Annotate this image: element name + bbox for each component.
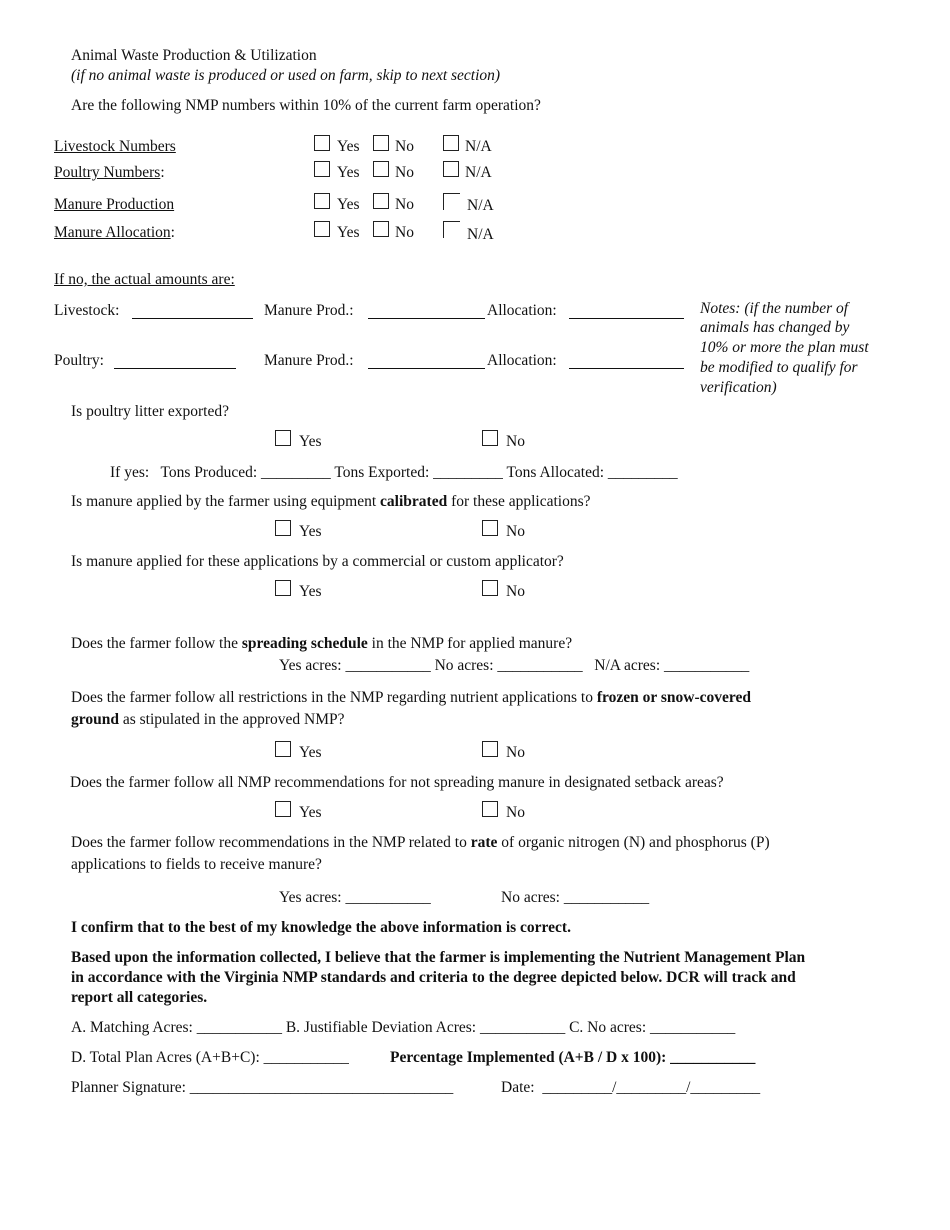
confirm-statement: I confirm that to the best of my knowledge the above information is correct. bbox=[71, 919, 571, 936]
poultry-actual-field[interactable] bbox=[114, 368, 236, 369]
frozen-yes-checkbox[interactable] bbox=[275, 741, 291, 757]
manure-prod-no-checkbox[interactable] bbox=[373, 193, 389, 209]
allocation-actual-label: Allocation: bbox=[487, 302, 557, 319]
livestock-actual-label: Livestock: bbox=[54, 302, 120, 319]
livestock-numbers-label: Livestock Numbers bbox=[54, 138, 176, 155]
manure-alloc-yes-checkbox[interactable] bbox=[314, 221, 330, 237]
no-label: No bbox=[395, 196, 414, 213]
frozen-question-line2: ground as stipulated in the approved NMP? bbox=[71, 711, 345, 728]
no-label: No bbox=[506, 804, 525, 821]
yes-label: Yes bbox=[337, 196, 360, 213]
notes-block: Notes: (if the number of animals has changed by 10% or more the plan must be modified to qualify for verification) bbox=[700, 300, 869, 396]
manure-prod-yes-checkbox[interactable] bbox=[314, 193, 330, 209]
spreading-acres-fields[interactable]: Yes acres: ___________ No acres: ___________ N/A acres: ___________ bbox=[279, 657, 750, 674]
livestock-no-checkbox[interactable] bbox=[373, 135, 389, 151]
rate-no-acres-field[interactable]: No acres: ___________ bbox=[501, 889, 650, 906]
poultry-numbers-label: Poultry Numbers: bbox=[54, 164, 165, 181]
na-label: N/A bbox=[467, 226, 494, 243]
yes-label: Yes bbox=[299, 583, 322, 600]
planner-signature-field[interactable]: Planner Signature: __________________________________ bbox=[71, 1079, 454, 1096]
manure-alloc-na-checkbox[interactable] bbox=[443, 221, 460, 238]
commercial-question: Is manure applied for these applications by a commercial or custom applicator? bbox=[71, 553, 564, 570]
spreading-question: Does the farmer follow the spreading schedule in the NMP for applied manure? bbox=[71, 635, 573, 652]
setback-no-checkbox[interactable] bbox=[482, 801, 498, 817]
yes-label: Yes bbox=[337, 224, 360, 241]
manure-allocation-label: Manure Allocation: bbox=[54, 224, 175, 241]
commercial-no-checkbox[interactable] bbox=[482, 580, 498, 596]
litter-no-checkbox[interactable] bbox=[482, 430, 498, 446]
based-statement-line2: in accordance with the Virginia NMP standards and criteria to the degree depicted below. DCR will track and bbox=[71, 969, 796, 986]
no-label: No bbox=[506, 433, 525, 450]
calibrated-question: Is manure applied by the farmer using equipment calibrated for these applications? bbox=[71, 493, 591, 510]
manure-prod-actual-label: Manure Prod.: bbox=[264, 352, 354, 369]
section-subtitle: (if no animal waste is produced or used on farm, skip to next section) bbox=[71, 67, 501, 84]
tons-fields[interactable]: If yes: Tons Produced: _________ Tons Exported: _________ Tons Allocated: _________ bbox=[110, 464, 678, 481]
manure-prod-na-checkbox[interactable] bbox=[443, 193, 460, 210]
calibrated-yes-checkbox[interactable] bbox=[275, 520, 291, 536]
no-label: No bbox=[506, 523, 525, 540]
commercial-yes-checkbox[interactable] bbox=[275, 580, 291, 596]
yes-label: Yes bbox=[299, 744, 322, 761]
rate-yes-acres-field[interactable]: Yes acres: ___________ bbox=[279, 889, 431, 906]
yes-label: Yes bbox=[299, 804, 322, 821]
yes-label: Yes bbox=[337, 164, 360, 181]
frozen-no-checkbox[interactable] bbox=[482, 741, 498, 757]
calibrated-no-checkbox[interactable] bbox=[482, 520, 498, 536]
yes-label: Yes bbox=[337, 138, 360, 155]
livestock-na-checkbox[interactable] bbox=[443, 135, 459, 151]
litter-yes-checkbox[interactable] bbox=[275, 430, 291, 446]
no-label: No bbox=[506, 744, 525, 761]
poultry-na-checkbox[interactable] bbox=[443, 161, 459, 177]
setback-question: Does the farmer follow all NMP recommendations for not spreading manure in designated setback areas? bbox=[70, 774, 724, 791]
manure-production-label: Manure Production bbox=[54, 196, 175, 213]
no-label: No bbox=[395, 164, 414, 181]
percentage-implemented-field[interactable]: Percentage Implemented (A+B / D x 100): ___________ bbox=[390, 1049, 756, 1066]
actual-amounts-heading: If no, the actual amounts are: bbox=[54, 271, 235, 288]
na-label: N/A bbox=[467, 197, 494, 214]
manure-alloc-no-checkbox[interactable] bbox=[373, 221, 389, 237]
livestock-actual-field[interactable] bbox=[132, 318, 253, 319]
livestock-manure-prod-field[interactable] bbox=[368, 318, 485, 319]
livestock-allocation-field[interactable] bbox=[569, 318, 684, 319]
yes-label: Yes bbox=[299, 433, 322, 450]
livestock-yes-checkbox[interactable] bbox=[314, 135, 330, 151]
based-statement-line1: Based upon the information collected, I believe that the farmer is implementing the Nutrient Management Plan bbox=[71, 949, 806, 966]
rate-question-line1: Does the farmer follow recommendations in the NMP related to rate of organic nitrogen (N) and phosphorus (P) bbox=[71, 834, 770, 851]
litter-question: Is poultry litter exported? bbox=[71, 403, 229, 420]
setback-yes-checkbox[interactable] bbox=[275, 801, 291, 817]
date-field[interactable]: Date: _________/_________/_________ bbox=[501, 1079, 761, 1096]
nmp-question: Are the following NMP numbers within 10% of the current farm operation? bbox=[71, 97, 541, 114]
total-plan-acres-field[interactable]: D. Total Plan Acres (A+B+C): ___________ bbox=[71, 1049, 349, 1066]
poultry-manure-prod-field[interactable] bbox=[368, 368, 485, 369]
allocation-actual-label: Allocation: bbox=[487, 352, 557, 369]
na-label: N/A bbox=[465, 164, 492, 181]
acres-categories-fields[interactable]: A. Matching Acres: ___________ B. Justifiable Deviation Acres: ___________ C. No acres: ___________ bbox=[71, 1019, 736, 1036]
rate-question-line2: applications to fields to receive manure? bbox=[71, 856, 322, 873]
yes-label: Yes bbox=[299, 523, 322, 540]
no-label: No bbox=[395, 224, 414, 241]
section-title: Animal Waste Production & Utilization bbox=[71, 47, 317, 64]
frozen-question-line1: Does the farmer follow all restrictions in the NMP regarding nutrient applications to frozen or snow-covered bbox=[71, 689, 751, 706]
based-statement-line3: report all categories. bbox=[71, 989, 208, 1006]
no-label: No bbox=[506, 583, 525, 600]
poultry-no-checkbox[interactable] bbox=[373, 161, 389, 177]
manure-prod-actual-label: Manure Prod.: bbox=[264, 302, 354, 319]
no-label: No bbox=[395, 138, 414, 155]
poultry-yes-checkbox[interactable] bbox=[314, 161, 330, 177]
na-label: N/A bbox=[465, 138, 492, 155]
poultry-allocation-field[interactable] bbox=[569, 368, 684, 369]
poultry-actual-label: Poultry: bbox=[54, 352, 104, 369]
